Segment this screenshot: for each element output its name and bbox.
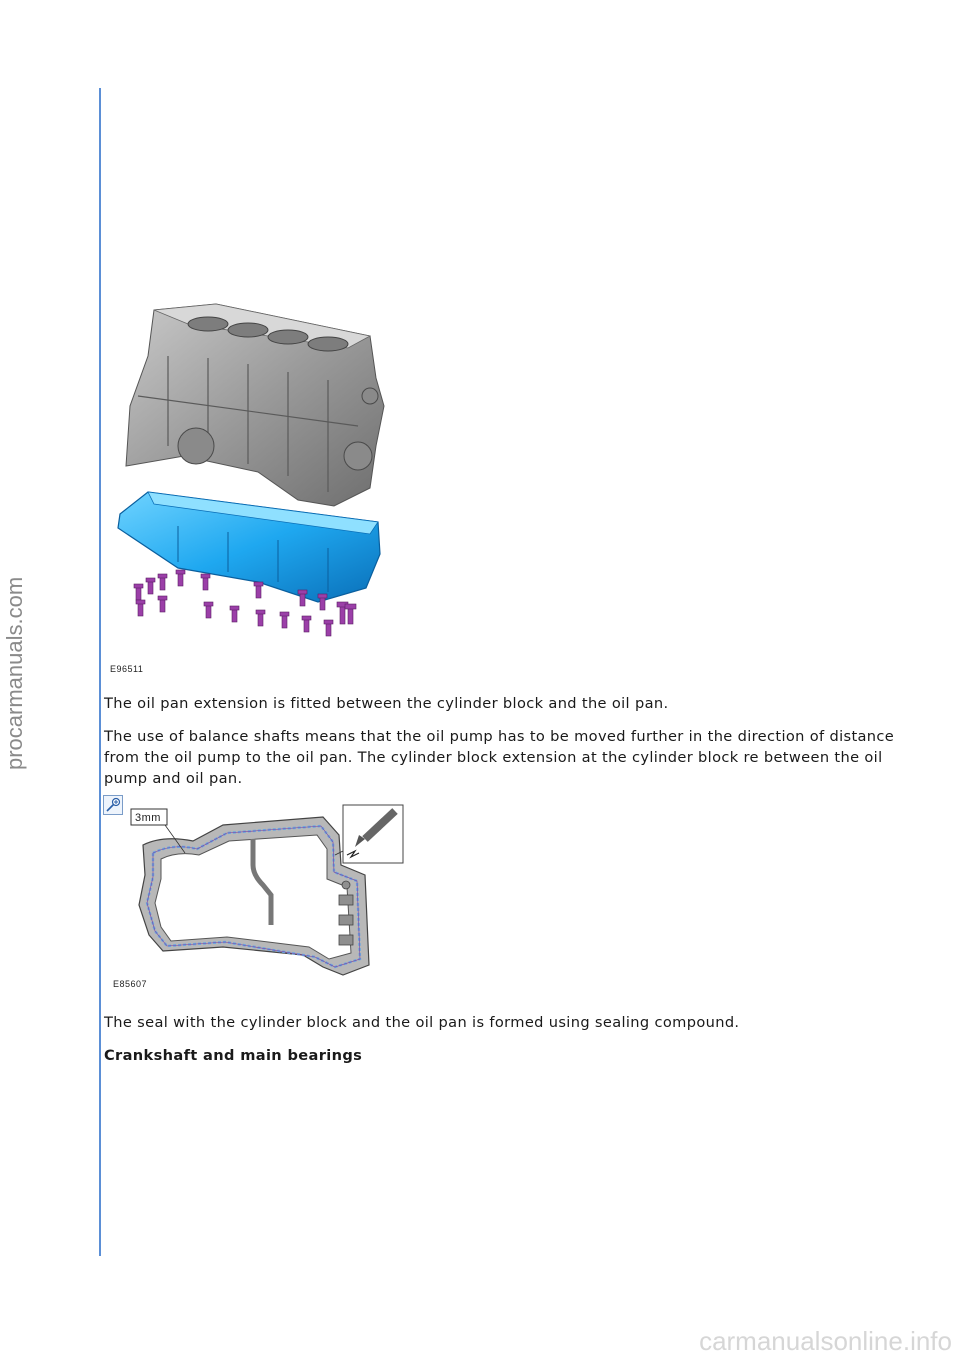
figure-oil-pan-sealant (103, 795, 413, 993)
engine-block-illustration (108, 296, 398, 676)
bottom-watermark: carmanualsonline.info (699, 1326, 952, 1356)
figure-engine-block-oil-pan (108, 296, 398, 676)
section-heading: Crankshaft and main bearings (104, 1047, 363, 1064)
oil-pan-seal-illustration (103, 795, 413, 993)
left-margin-rule (99, 88, 101, 1256)
figure-1-label: E96511 (110, 664, 144, 674)
paragraph-oil-pan-extension: The oil pan extension is fitted between the cylinder block and the oil pan. (104, 695, 669, 712)
figure-2-label: E85607 (113, 979, 148, 989)
paragraph-balance-shafts: The use of balance shafts means that the oil pump has to be moved further in the direction of distance from the oil pump to the oil pan. The cylinder block extension at the cylinder block re between the oil pump and oil pan. (104, 728, 895, 787)
paragraph-sealing-compound: The seal with the cylinder block and the oil pan is formed using sealing compound. (104, 1014, 740, 1031)
side-watermark-text: procarmanuals.com (2, 576, 27, 770)
callout-3mm: 3mm (135, 812, 161, 824)
